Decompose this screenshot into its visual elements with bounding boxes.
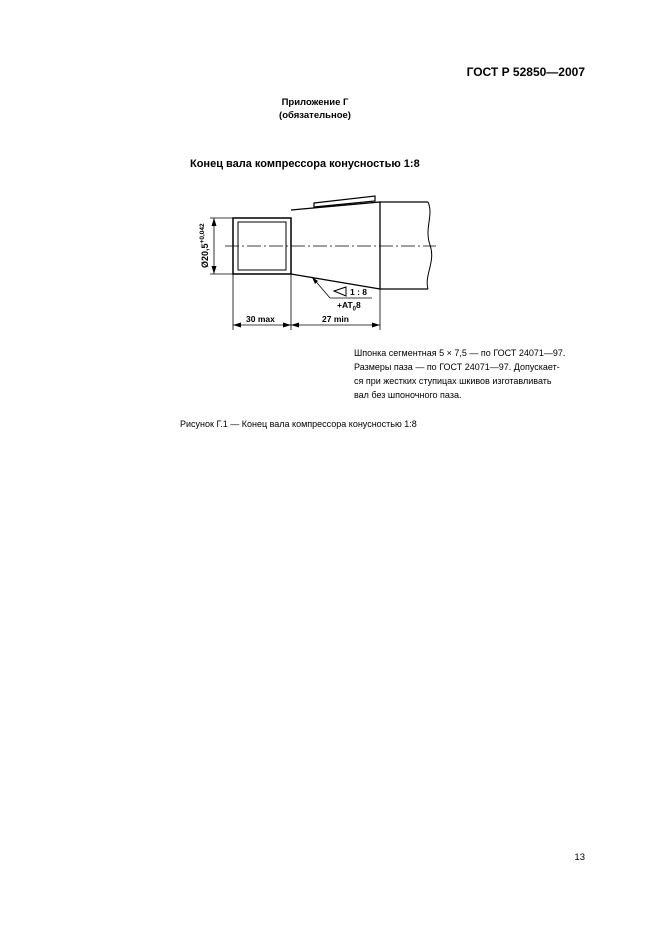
note-line: Шпонка сегментная 5 × 7,5 — по ГОСТ 24071—97. bbox=[354, 348, 566, 358]
figure-note bbox=[354, 346, 580, 402]
document-id: ГОСТ Р 52850—2007 bbox=[466, 65, 585, 79]
note-line: вал без шпоночного паза. bbox=[354, 390, 462, 400]
tolerance-label: $+AT_08$ bbox=[337, 300, 361, 313]
appendix-title: Приложение Г bbox=[281, 97, 349, 108]
note-line: Размеры паза — по ГОСТ 24071—97. Допускает- bbox=[354, 362, 560, 372]
diameter-label: $Ø20,5^{+0,042}$ bbox=[199, 223, 210, 268]
page-number: 13 bbox=[574, 852, 585, 863]
length-right-label: 27 min bbox=[322, 314, 349, 324]
taper-symbol bbox=[334, 287, 346, 296]
figure-caption: Рисунок Г.1 — Конец вала компрессора конусностью 1:8 bbox=[180, 419, 417, 429]
break-line bbox=[427, 202, 432, 289]
length-left-label: 30 max bbox=[246, 314, 275, 324]
appendix-status: (обязательное) bbox=[279, 110, 351, 121]
note-line: ся при жестких ступицах шкивов изготавливать bbox=[354, 376, 552, 386]
taper-body bbox=[291, 202, 380, 289]
figure-title: Конец вала компрессора конусностью 1:8 bbox=[190, 158, 420, 170]
taper-ratio-label: 1 : 8 bbox=[350, 287, 368, 297]
